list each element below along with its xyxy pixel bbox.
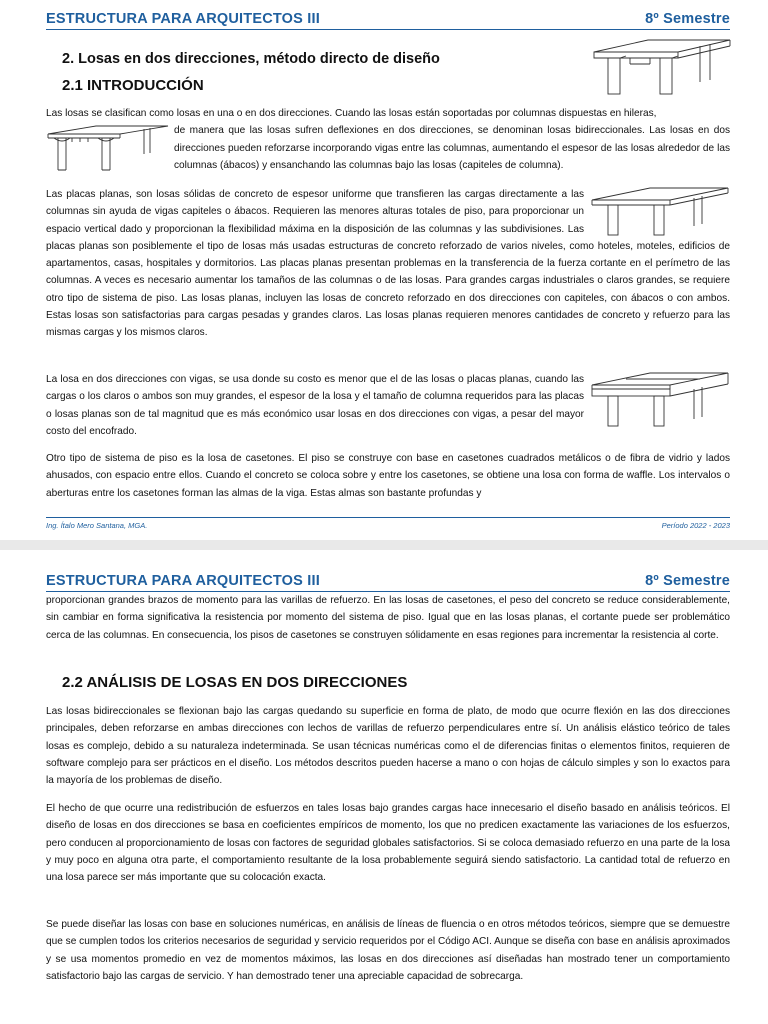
- page-footer: [46, 517, 730, 531]
- header-semester: 8º Semestre: [645, 11, 730, 27]
- intro-paragraph-2-text: Las placas planas, son losas sólidas de concreto de espesor uniforme que transfieren las cargas directamente a las columnas sin ayuda de vigas capiteles o ábacos. Requieren las menores alturas totales de piso, para proporcionar un espacio vertical dado y proporcionan la flexibilidad máxima en la disposición de las columnas y las subdivisiones. Las placas planas son posiblemente el tipo de losas más usadas estructuras de concreto reforzado de varios niveles, como hoteles, moteles, edificios de apartamentos, casas, hospitales y dormitorios. Las placas planas presentan problemas en la transferencia de la fuerza cortante en el perímetro de las columnas. A veces es necesario aumentar los tamaños de las columnas o de las losas. Para grandes cargas industriales o claros grandes, se requiere otro tipo de sistema de piso. Las losas planas, incluyen las losas de concreto reforzado en dos direcciones con capiteles, con ábacos o con ambos. Estas losas son satisfactorias para cargas pesadas y grandes claros. Las losas planas requieren menores cantidades de concreto y refuerzo para las mismas cargas y los mismos claros.: [46, 189, 730, 339]
- page-separator: [0, 540, 768, 550]
- intro-paragraph-1-line-1: Las losas se clasifican como losas en una o en dos direcciones. Cuando las losas están soportadas por columnas dispuestas en hileras,: [46, 108, 657, 119]
- header-title: ESTRUCTURA PARA ARQUITECTOS III: [46, 573, 320, 589]
- section-2-heading: 2. Losas en dos direcciones, método directo de diseño: [62, 51, 440, 67]
- section-2-1-heading: 2.1 INTRODUCCIÓN: [62, 77, 204, 94]
- footer-period: Período 2022 - 2023: [661, 521, 730, 530]
- intro-paragraph-2: [46, 186, 730, 342]
- two-way-slab-beams-illustration: [590, 38, 735, 98]
- analysis-paragraph-2: El hecho de que ocurre una redistribución de esfuerzos en tales losas bajo grandes cargas hace innecesario el diseño basado en análisis teóricos. El diseño de losas en dos direcciones se basa en coeficientes empíricos de momento, los que no predicen exactamente las variaciones de los esfuerzos, pero conducen al proporcionamiento de losas con factores de seguridad globales satisfactorios. Si se coloca demasiado refuerzo en una parte de la losa y muy poco en alguna otra parte, el comportamiento resultante de la losa probablemente seguirá siendo satisfactorio. La cantidad total de refuerzo en una losa parece ser más importante que su colocación exacta.: [46, 803, 730, 884]
- header-title: ESTRUCTURA PARA ARQUITECTOS III: [46, 11, 320, 27]
- footer-author: Ing. Ítalo Mero Santana, MGA.: [46, 521, 148, 530]
- analysis-paragraph-1: Las losas bidireccionales se flexionan bajo las cargas quedando su superficie en forma de plato, de modo que ocurre flexión en las dos direcciones principales, deben reforzarse en ambas direcciones con lechos de varillas de refuerzo perpendiculares entre sí. Un análisis elástico teórico de tales losas es complejo, debido a su naturaleza indeterminada. Se usan técnicas numéricas como el de diferencias finitas o elementos finitos, requieren de software complejo para ser prácticos en el diseño. Los métodos descritos pueden hacerse a mano o con hojas de cálculo simples y son lo exactos para la mayoría de los problemas de diseño.: [46, 706, 730, 787]
- waffle-slab-illustration: [46, 124, 170, 174]
- continued-paragraph: proporcionan grandes brazos de momento para las varillas de refuerzo. En las losas de casetones, el peso del concreto se reduce considerablemente, sin cambiar en forma significativa la resistencia por momento del sistema de piso. Igual que en las losas planas, el cortante puede ser problemático cerca de las columnas. En consecuencia, los pisos de casetones se construyen sólidamente en esas regiones para incrementar la resistencia al corte.: [46, 595, 730, 641]
- intro-paragraph-4: Otro tipo de sistema de piso es la losa de casetones. El piso se construye con base en casetones cuadrados metálicos o de fibra de vidrio y lados ahusados, con espacio entre ellos. Cuando el concreto se coloca sobre y entre los casetones, se obtiene una losa con forma de waffle. Los intervalos o aberturas entre los casetones forman las almas de la viga. Estas almas son bastante profundas y: [46, 453, 730, 499]
- intro-paragraph-3: [46, 371, 730, 440]
- intro-paragraph-1: [46, 105, 730, 174]
- page-header: [46, 8, 730, 30]
- page-header: [46, 570, 730, 592]
- header-semester: 8º Semestre: [645, 573, 730, 589]
- analysis-paragraph-3: Se puede diseñar las losas con base en soluciones numéricas, en análisis de líneas de fluencia o en otros métodos teóricos, siempre que se demuestre que se cumplen todos los criterios necesarios de seguridad y servicio requeridos por el Código ACI. Aunque se diseña con base en análisis aproximados y se usa momentos promedio en vez de momentos máximos, las losas en dos direcciones así diseñadas han mostrado tener un comportamiento satisfactorio bajo las cargas de servicio. Y han demostrado tener una apreciable capacidad de sobrecarga.: [46, 919, 730, 982]
- flat-plate-illustration: [590, 186, 730, 236]
- section-2-2-heading: 2.2 ANÁLISIS DE LOSAS EN DOS DIRECCIONES: [62, 674, 408, 691]
- intro-paragraph-3-text: La losa en dos direcciones con vigas, se usa donde su costo es menor que el de las losas o placas planas, cuando las cargas o los claros o ambos son muy grandes, el espesor de la losa y el tamaño de columna requeridos para las placas o losas planas son de tal magnitud que es más económico usar losas en dos direcciones con vigas, a pesar del mayor costo del encofrado.: [46, 374, 584, 437]
- intro-paragraph-1-body: de manera que las losas sufren deflexiones en dos direcciones, se denominan losas bidireccionales. Las losas en dos direcciones pueden reforzarse incorporando vigas entre las columnas, aumentando el espesor de las losas alrededor de las columnas (ábacos) y ensanchando las columnas bajo las losas (capiteles de columna).: [174, 125, 730, 171]
- two-way-slab-with-beams-illustration: [590, 371, 730, 429]
- document-page-2: [0, 550, 768, 1024]
